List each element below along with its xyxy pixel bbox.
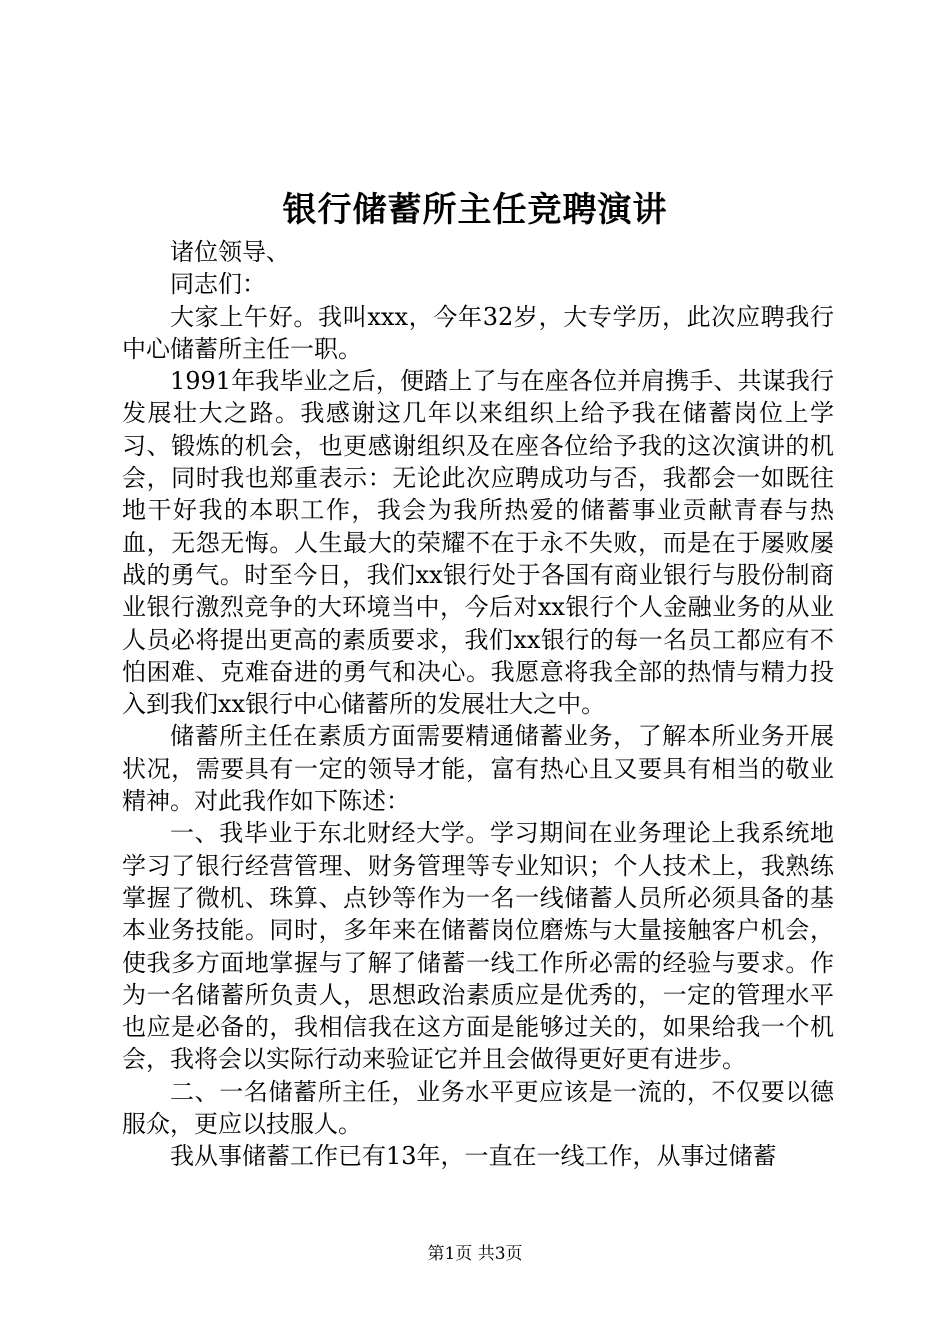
paragraph-experience: 我从事储蓄工作已有13年，一直在一线工作，从事过储蓄: [170, 1142, 777, 1171]
paragraph-point-one: 一、我毕业于东北财经大学。学习期间在业务理论上我系统地学习了银行经营管理、财务管理等专业知识；个人技术上，我熟练掌握了微机、珠算、点钞等作为一名一线储蓄人员所必须具备的基本业务技能。同时，多年来在储蓄岗位磨炼与大量接触客户机会，使我多方面地掌握与了解了储蓄一线工作所必需的经验与要求。作为一名储蓄所负责人，思想政治素质应是优秀的，一定的管理水平也应是必备的，我相信我在这方面是能够过关的，如果给我一个机会，我将会以实际行动来验证它并且会做得更好更有进步。: [122, 819, 834, 1074]
paragraph-greeting: 大家上午好。我叫xxx，今年32岁，大专学历，此次应聘我行中心储蓄所主任一职。: [122, 302, 834, 363]
paragraph-point-two: 二、一名储蓄所主任，业务水平更应该是一流的，不仅要以德服众，更应以技服人。: [122, 1077, 834, 1139]
page-footer: 第1页 共3页: [427, 1244, 523, 1264]
document-title: 银行储蓄所主任竞聘演讲: [282, 190, 668, 230]
document-body: [122, 236, 834, 1173]
salutation-line-1: 诸位领导、: [170, 238, 290, 266]
paragraph-requirements: 储蓄所主任在素质方面需要精通储蓄业务，了解本所业务开展状况，需要具有一定的领导才能，富有热心且又要具有相当的敬业精神。对此我作如下陈述：: [122, 722, 834, 816]
paragraph-background: 1991年我毕业之后，便踏上了与在座各位并肩携手、共谋我行发展壮大之路。我感谢这几年以来组织上给予我在储蓄岗位上学习、锻炼的机会，也更感谢组织及在座各位给予我的这次演讲的机会，同时我也郑重表示：无论此次应聘成功与否，我都会一如既往地干好我的本职工作，我会为我所热爱的储蓄事业贡献青春与热血，无怨无悔。人生最大的荣耀不在于永不失败，而是在于屡败屡战的勇气。时至今日，我们xx银行处于各国有商业银行与股份制商业银行激烈竞争的大环境当中，今后对xx银行个人金融业务的从业人员必将提出更高的素质要求，我们xx银行的每一名员工都应有不怕困难、克难奋进的勇气和决心。我愿意将我全部的热情与精力投入到我们xx银行中心储蓄所的发展壮大之中。: [122, 367, 834, 719]
salutation-line-2: 同志们：: [170, 270, 266, 299]
